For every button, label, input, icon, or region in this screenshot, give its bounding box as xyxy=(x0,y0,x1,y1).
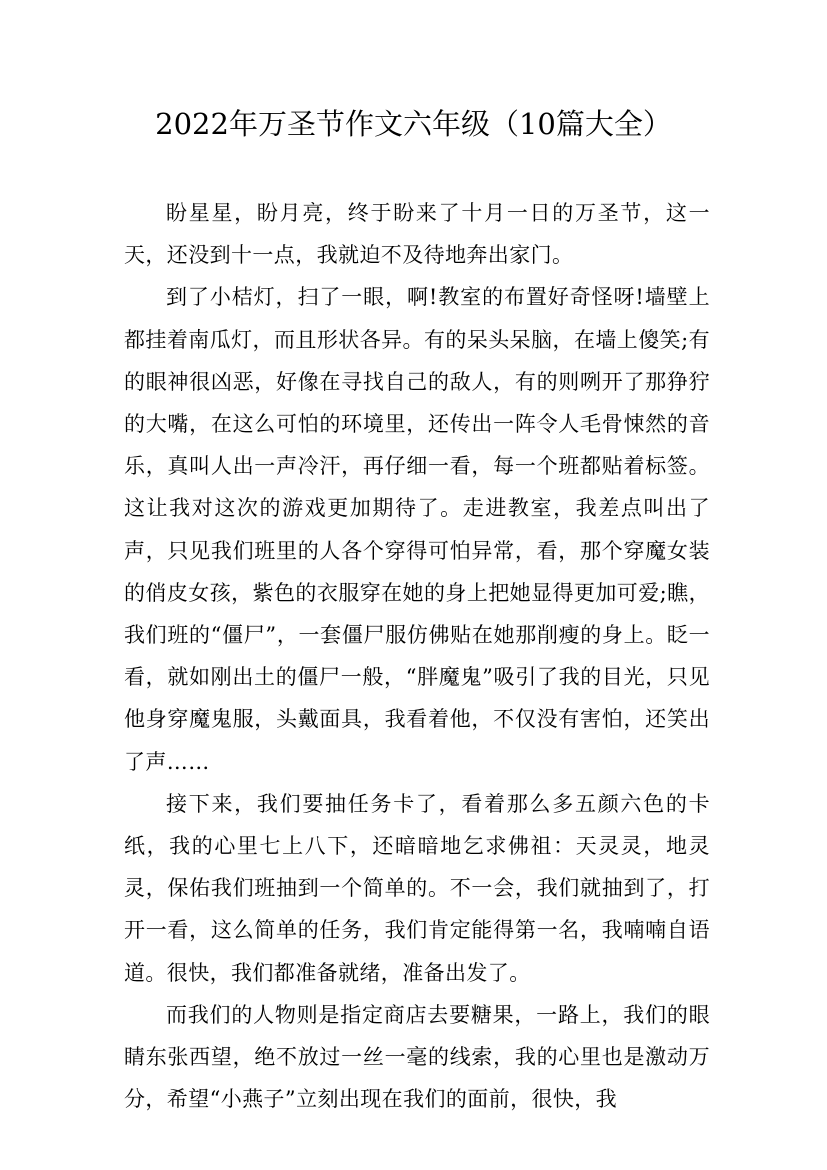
paragraph-2: 到了小桔灯，扫了一眼，啊!教室的布置好奇怪呀!墙壁上都挂着南瓜灯，而且形状各异。有的呆头呆脑，在墙上傻笑;有的眼神很凶恶，好像在寻找自己的敌人，有的则咧开了那狰狞的大嘴，在这么可怕的环境里，还传出一阵令人毛骨悚然的音乐，真叫人出一声冷汗，再仔细一看，每一个班都贴着标签。这让我对这次的游戏更加期待了。走进教室，我差点叫出了声，只见我们班里的人各个穿得可怕异常，看，那个穿魔女装的俏皮女孩，紫色的衣服穿在她的身上把她显得更加可爱;瞧，我们班的“僵尸”，一套僵尸服仿佛贴在她那削瘦的身上。眨一看，就如刚出土的僵尸一般，“胖魔鬼”吸引了我的目光，只见他身穿魔鬼服，头戴面具，我看着他，不仅没有害怕，还笑出了声…… xyxy=(124,285,710,774)
paragraph-1: 盼星星，盼月亮，终于盼来了十月一日的万圣节，这一天，还没到十一点，我就迫不及待地奔出家门。 xyxy=(124,201,710,268)
paragraph-3: 接下来，我们要抽任务卡了，看着那么多五颜六色的卡纸，我的心里七上八下，还暗暗地乞求佛祖：天灵灵，地灵灵，保佑我们班抽到一个简单的。不一会，我们就抽到了，打开一看，这么简单的任务，我们肯定能得第一名，我喃喃自语道。很快，我们都准备就绪，准备出发了。 xyxy=(124,791,710,985)
document-title: 2022年万圣节作文六年级（10篇大全） xyxy=(155,107,672,141)
document-body xyxy=(124,192,710,1120)
paragraph-4: 而我们的人物则是指定商店去要糖果，一路上，我们的眼睛东张西望，绝不放过一丝一毫的线索，我的心里也是激动万分，希望“小燕子”立刻出现在我们的面前，很快，我 xyxy=(124,1002,710,1112)
